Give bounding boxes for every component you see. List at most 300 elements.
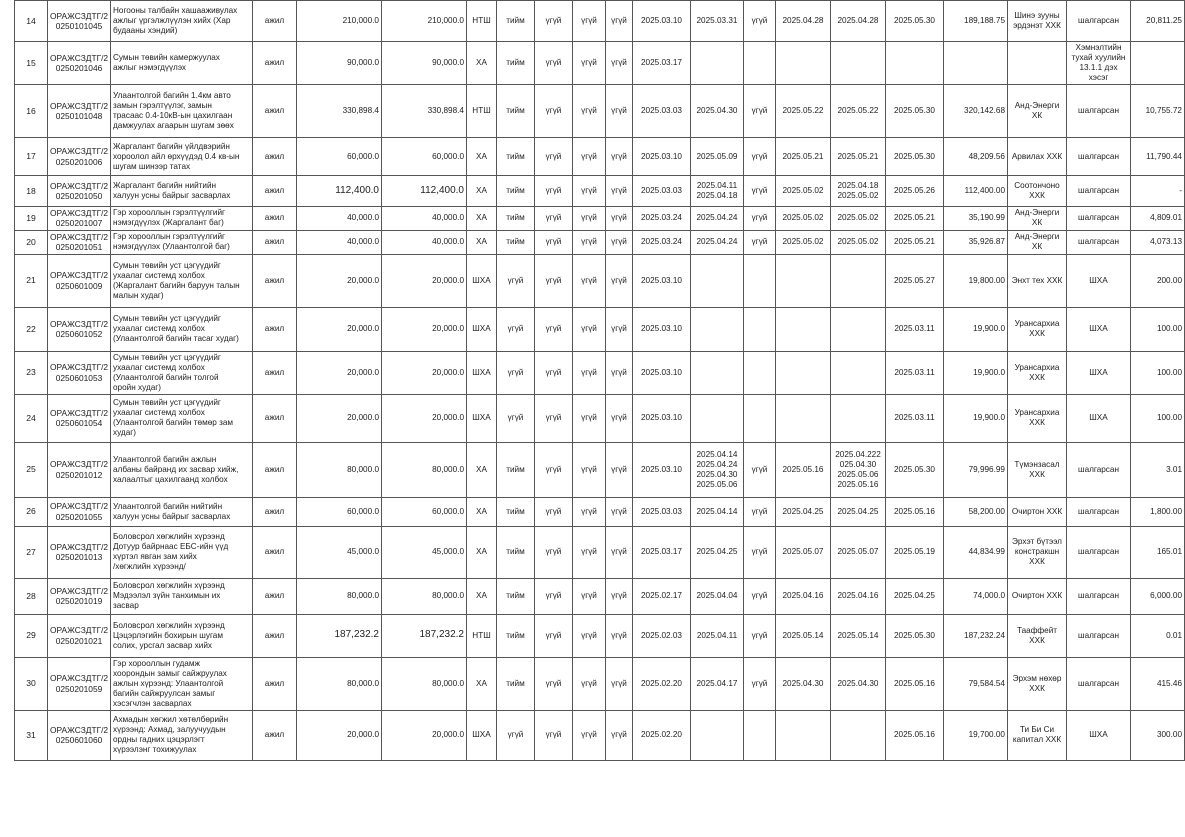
procurement-code: ОРАЖСЗДТГ/2 0250601009: [48, 254, 111, 307]
work-type: ажил: [253, 657, 297, 710]
planned-amount: 20,000.0: [382, 351, 467, 394]
opening-date: 2025.04.04: [691, 578, 744, 614]
announce-date: 2025.03.10: [633, 351, 691, 394]
supplier-name: Ти Би Си капитал ХХК: [1008, 710, 1067, 760]
table-row: [15, 254, 1185, 307]
notice-date: 2025.05.02: [831, 230, 886, 254]
savings-amount: -: [1131, 176, 1185, 207]
procurement-code: ОРАЖСЗДТГ/2 0250201007: [48, 207, 111, 231]
flag-d: үгүй: [606, 207, 633, 231]
opening-date: 2025.04.24: [691, 207, 744, 231]
work-name: Сумын төвийн уст цэгүүдийг ухаалаг системд холбох (Улаантолгой багийн төмөр зам худаг): [111, 394, 253, 442]
flag-d: үгүй: [606, 657, 633, 710]
flag-a: тийм: [497, 578, 535, 614]
supplier-name: Анд-Энерги ХК: [1008, 85, 1067, 138]
contract-date: 2025.05.27: [886, 254, 944, 307]
flag-a: тийм: [497, 657, 535, 710]
table-row: [15, 1, 1185, 42]
row-number: 31: [15, 710, 48, 760]
contract-date: 2025.03.11: [886, 351, 944, 394]
flag-a: үгүй: [497, 307, 535, 351]
budget-amount: 330,898.4: [297, 85, 382, 138]
procurement-method: ШХА: [467, 710, 497, 760]
flag-d: үгүй: [606, 526, 633, 578]
contract-amount: 19,900.0: [944, 307, 1008, 351]
flag-e: үгүй: [744, 207, 776, 231]
contract-date: 2025.05.30: [886, 442, 944, 497]
savings-amount: 11,790.44: [1131, 138, 1185, 176]
work-name: Улаантолгой багийн 1.4км авто замын гэрэлтүүлэг, замын трасаас 0.4-10кВ-ын цахилгаан дамжуулах агаарын шугам зөөх: [111, 85, 253, 138]
flag-b: үгүй: [535, 710, 573, 760]
procurement-method: ХА: [467, 442, 497, 497]
procurement-code: ОРАЖСЗДТГ/2 0250201019: [48, 578, 111, 614]
supplier-name: [1008, 42, 1067, 85]
flag-e: [744, 351, 776, 394]
table-row: [15, 230, 1185, 254]
flag-b: үгүй: [535, 614, 573, 657]
work-name: Улаантолгой багийн ажлын албаны байранд их засвар хийж, халаалтыг цахилгаанд холбох: [111, 442, 253, 497]
work-name: Боловсрол хөгжлийн хүрээнд Дотуур байрнаас ЕБС-ийн үүд хүртэл явган зам хийх /хөгжлийн хүрээнд/: [111, 526, 253, 578]
work-type: ажил: [253, 207, 297, 231]
flag-a: тийм: [497, 85, 535, 138]
work-type: ажил: [253, 351, 297, 394]
table-row: [15, 307, 1185, 351]
announce-date: 2025.02.20: [633, 710, 691, 760]
procurement-method: НТШ: [467, 614, 497, 657]
procurement-method: ХА: [467, 497, 497, 526]
flag-e: [744, 710, 776, 760]
flag-a: тийм: [497, 207, 535, 231]
flag-d: үгүй: [606, 710, 633, 760]
announce-date: 2025.02.20: [633, 657, 691, 710]
work-type: ажил: [253, 85, 297, 138]
selection-status: шалгарсан: [1067, 207, 1131, 231]
procurement-code: ОРАЖСЗДТГ/2 0250201021: [48, 614, 111, 657]
procurement-code: ОРАЖСЗДТГ/2 0250601060: [48, 710, 111, 760]
flag-b: үгүй: [535, 351, 573, 394]
announce-date: 2025.03.24: [633, 230, 691, 254]
notice-date: 2025.05.02: [831, 207, 886, 231]
flag-d: үгүй: [606, 307, 633, 351]
contract-amount: 79,996.99: [944, 442, 1008, 497]
flag-b: үгүй: [535, 578, 573, 614]
table-row: [15, 497, 1185, 526]
announce-date: 2025.03.10: [633, 442, 691, 497]
flag-a: тийм: [497, 497, 535, 526]
row-number: 19: [15, 207, 48, 231]
flag-e: [744, 307, 776, 351]
selection-status: шалгарсан: [1067, 657, 1131, 710]
procurement-method: ШХА: [467, 254, 497, 307]
procurement-code: ОРАЖСЗДТГ/2 0250101048: [48, 85, 111, 138]
notice-date: 2025.04.25: [831, 497, 886, 526]
flag-e: үгүй: [744, 85, 776, 138]
flag-a: үгүй: [497, 394, 535, 442]
opening-date: [691, 394, 744, 442]
budget-amount: 40,000.0: [297, 207, 382, 231]
evaluation-date: 2025.04.28: [776, 1, 831, 42]
opening-date: 2025.05.09: [691, 138, 744, 176]
planned-amount: 80,000.0: [382, 657, 467, 710]
notice-date: [831, 254, 886, 307]
planned-amount: 60,000.0: [382, 497, 467, 526]
selection-status: шалгарсан: [1067, 85, 1131, 138]
savings-amount: 100.00: [1131, 307, 1185, 351]
flag-d: үгүй: [606, 351, 633, 394]
flag-e: үгүй: [744, 1, 776, 42]
notice-date: 2025.05.07: [831, 526, 886, 578]
flag-b: үгүй: [535, 497, 573, 526]
work-name: Жаргалант багийн үйлдвэрийн хороолол айл өрхүүдэд 0.4 кв-ын шугам шинээр татах: [111, 138, 253, 176]
flag-c: үгүй: [573, 42, 606, 85]
procurement-method: ХА: [467, 230, 497, 254]
flag-a: тийм: [497, 42, 535, 85]
flag-d: үгүй: [606, 176, 633, 207]
planned-amount: 40,000.0: [382, 230, 467, 254]
procurement-method: ШХА: [467, 394, 497, 442]
row-number: 30: [15, 657, 48, 710]
flag-d: үгүй: [606, 254, 633, 307]
supplier-name: Эрхэт бүтээл констракшн ХХК: [1008, 526, 1067, 578]
supplier-name: Очиртон ХХК: [1008, 578, 1067, 614]
contract-amount: 19,900.0: [944, 351, 1008, 394]
selection-status: шалгарсан: [1067, 176, 1131, 207]
contract-date: 2025.03.11: [886, 394, 944, 442]
announce-date: 2025.03.17: [633, 526, 691, 578]
planned-amount: 20,000.0: [382, 394, 467, 442]
row-number: 27: [15, 526, 48, 578]
row-number: 20: [15, 230, 48, 254]
selection-status: шалгарсан: [1067, 442, 1131, 497]
flag-c: үгүй: [573, 578, 606, 614]
flag-b: үгүй: [535, 176, 573, 207]
row-number: 28: [15, 578, 48, 614]
supplier-name: Соотончоно ХХК: [1008, 176, 1067, 207]
table-row: [15, 657, 1185, 710]
contract-date: 2025.05.19: [886, 526, 944, 578]
supplier-name: Урансархиа ХХК: [1008, 307, 1067, 351]
flag-c: үгүй: [573, 138, 606, 176]
opening-date: [691, 710, 744, 760]
procurement-table-sheet: [14, 0, 1182, 761]
contract-date: 2025.05.16: [886, 657, 944, 710]
flag-e: [744, 394, 776, 442]
budget-amount: 20,000.0: [297, 307, 382, 351]
evaluation-date: [776, 42, 831, 85]
flag-c: үгүй: [573, 657, 606, 710]
savings-amount: [1131, 42, 1185, 85]
savings-amount: 1,800.00: [1131, 497, 1185, 526]
work-name: Сумын төвийн камержуулах ажлыг нэмэгдүүлэх: [111, 42, 253, 85]
contract-amount: 112,400.00: [944, 176, 1008, 207]
planned-amount: 20,000.0: [382, 254, 467, 307]
announce-date: 2025.03.24: [633, 207, 691, 231]
flag-d: үгүй: [606, 1, 633, 42]
flag-b: үгүй: [535, 254, 573, 307]
table-row: [15, 394, 1185, 442]
contract-amount: 19,900.0: [944, 394, 1008, 442]
work-type: ажил: [253, 138, 297, 176]
notice-date: 2025.04.222 025.04.30 2025.05.06 2025.05.16: [831, 442, 886, 497]
opening-date: 2025.04.11: [691, 614, 744, 657]
evaluation-date: 2025.05.02: [776, 176, 831, 207]
flag-c: үгүй: [573, 614, 606, 657]
notice-date: [831, 394, 886, 442]
opening-date: 2025.04.30: [691, 85, 744, 138]
savings-amount: 4,073.13: [1131, 230, 1185, 254]
planned-amount: 60,000.0: [382, 138, 467, 176]
evaluation-date: 2025.05.21: [776, 138, 831, 176]
planned-amount: 40,000.0: [382, 207, 467, 231]
flag-a: тийм: [497, 442, 535, 497]
savings-amount: 20,811.25: [1131, 1, 1185, 42]
procurement-code: ОРАЖСЗДТГ/2 0250601054: [48, 394, 111, 442]
contract-amount: 74,000.0: [944, 578, 1008, 614]
table-row: [15, 176, 1185, 207]
contract-date: 2025.05.21: [886, 230, 944, 254]
flag-a: үгүй: [497, 710, 535, 760]
supplier-name: Урансархиа ХХК: [1008, 394, 1067, 442]
flag-a: үгүй: [497, 254, 535, 307]
announce-date: 2025.03.03: [633, 176, 691, 207]
flag-e: үгүй: [744, 526, 776, 578]
selection-status: шалгарсан: [1067, 1, 1131, 42]
savings-amount: 100.00: [1131, 394, 1185, 442]
evaluation-date: 2025.05.22: [776, 85, 831, 138]
notice-date: [831, 351, 886, 394]
procurement-code: ОРАЖСЗДТГ/2 0250201006: [48, 138, 111, 176]
contract-amount: 35,190.99: [944, 207, 1008, 231]
flag-a: тийм: [497, 1, 535, 42]
contract-date: 2025.04.25: [886, 578, 944, 614]
supplier-name: Шинэ зууны эрдэнэт ХХК: [1008, 1, 1067, 42]
evaluation-date: [776, 351, 831, 394]
work-type: ажил: [253, 614, 297, 657]
work-name: Сумын төвийн уст цэгүүдийг ухаалаг системд холбох (Улаантолгой багийн толгой оройн худаг): [111, 351, 253, 394]
supplier-name: Очиртон ХХК: [1008, 497, 1067, 526]
table-row: [15, 526, 1185, 578]
announce-date: 2025.03.10: [633, 394, 691, 442]
flag-c: үгүй: [573, 176, 606, 207]
savings-amount: 165.01: [1131, 526, 1185, 578]
planned-amount: 20,000.0: [382, 307, 467, 351]
contract-amount: 189,188.75: [944, 1, 1008, 42]
planned-amount: 210,000.0: [382, 1, 467, 42]
selection-status: шалгарсан: [1067, 230, 1131, 254]
work-type: ажил: [253, 254, 297, 307]
procurement-code: ОРАЖСЗДТГ/2 0250601053: [48, 351, 111, 394]
work-name: Ногооны талбайн хашааживулах ажлыг үргэлжлүүлэн хийх (Хар будааны хэндий): [111, 1, 253, 42]
table-row: [15, 442, 1185, 497]
flag-c: үгүй: [573, 254, 606, 307]
procurement-method: ХА: [467, 526, 497, 578]
opening-date: 2025.04.14: [691, 497, 744, 526]
table-row: [15, 351, 1185, 394]
evaluation-date: 2025.05.07: [776, 526, 831, 578]
table-row: [15, 85, 1185, 138]
opening-date: 2025.04.25: [691, 526, 744, 578]
flag-e: үгүй: [744, 657, 776, 710]
work-name: Жаргалант багийн нийтийн халуун усны байрыг засварлах: [111, 176, 253, 207]
selection-status: шалгарсан: [1067, 578, 1131, 614]
work-type: ажил: [253, 497, 297, 526]
budget-amount: 90,000.0: [297, 42, 382, 85]
savings-amount: 100.00: [1131, 351, 1185, 394]
flag-c: үгүй: [573, 710, 606, 760]
selection-status: шалгарсан: [1067, 614, 1131, 657]
flag-d: үгүй: [606, 42, 633, 85]
flag-b: үгүй: [535, 442, 573, 497]
planned-amount: 80,000.0: [382, 442, 467, 497]
contract-date: 2025.05.16: [886, 710, 944, 760]
flag-b: үгүй: [535, 207, 573, 231]
work-name: Боловсрол хөгжлийн хүрээнд Цэцэрлэгийн бохирын шугам солих, урсгал засвар хийх: [111, 614, 253, 657]
notice-date: 2025.04.16: [831, 578, 886, 614]
budget-amount: 210,000.0: [297, 1, 382, 42]
supplier-name: Энхт тех ХХК: [1008, 254, 1067, 307]
flag-e: үгүй: [744, 176, 776, 207]
flag-b: үгүй: [535, 138, 573, 176]
notice-date: 2025.04.18 2025.05.02: [831, 176, 886, 207]
work-type: ажил: [253, 710, 297, 760]
row-number: 23: [15, 351, 48, 394]
budget-amount: 20,000.0: [297, 394, 382, 442]
flag-b: үгүй: [535, 394, 573, 442]
opening-date: [691, 351, 744, 394]
procurement-method: ХА: [467, 42, 497, 85]
evaluation-date: [776, 710, 831, 760]
flag-c: үгүй: [573, 442, 606, 497]
contract-amount: 19,800.00: [944, 254, 1008, 307]
flag-a: үгүй: [497, 351, 535, 394]
budget-amount: 80,000.0: [297, 657, 382, 710]
evaluation-date: [776, 394, 831, 442]
supplier-name: Тааффейт ХХК: [1008, 614, 1067, 657]
supplier-name: Түмэнзасал ХХК: [1008, 442, 1067, 497]
opening-date: [691, 42, 744, 85]
table-row: [15, 138, 1185, 176]
savings-amount: 300.00: [1131, 710, 1185, 760]
supplier-name: Урансархиа ХХК: [1008, 351, 1067, 394]
procurement-method: ХА: [467, 138, 497, 176]
procurement-method: ШХА: [467, 307, 497, 351]
procurement-code: ОРАЖСЗДТГ/2 0250101045: [48, 1, 111, 42]
evaluation-date: 2025.04.25: [776, 497, 831, 526]
row-number: 18: [15, 176, 48, 207]
row-number: 26: [15, 497, 48, 526]
flag-c: үгүй: [573, 1, 606, 42]
table-body: [15, 1, 1185, 761]
announce-date: 2025.02.17: [633, 578, 691, 614]
savings-amount: 415.46: [1131, 657, 1185, 710]
supplier-name: Арвилах ХХК: [1008, 138, 1067, 176]
flag-d: үгүй: [606, 497, 633, 526]
flag-e: үгүй: [744, 442, 776, 497]
evaluation-date: [776, 254, 831, 307]
contract-date: 2025.05.30: [886, 138, 944, 176]
work-name: Боловсрол хөгжлийн хүрээнд Мэдээлэл зүйн танхимын их засвар: [111, 578, 253, 614]
flag-c: үгүй: [573, 85, 606, 138]
procurement-method: ХА: [467, 578, 497, 614]
flag-e: [744, 42, 776, 85]
selection-status: ШХА: [1067, 307, 1131, 351]
contract-amount: 44,834.99: [944, 526, 1008, 578]
work-name: Сумын төвийн уст цэгүүдийг ухаалаг системд холбох (Улаантолгой багийн тасаг худаг): [111, 307, 253, 351]
notice-date: 2025.04.28: [831, 1, 886, 42]
notice-date: [831, 710, 886, 760]
budget-amount: 60,000.0: [297, 138, 382, 176]
planned-amount: 80,000.0: [382, 578, 467, 614]
selection-status: Хэмнэлтийн тухай хуулийн 13.1.1 дэх хэсэг: [1067, 42, 1131, 85]
procurement-code: ОРАЖСЗДТГ/2 0250201012: [48, 442, 111, 497]
work-type: ажил: [253, 1, 297, 42]
work-type: ажил: [253, 578, 297, 614]
procurement-code: ОРАЖСЗДТГ/2 0250201046: [48, 42, 111, 85]
supplier-name: Анд-Энерги ХК: [1008, 230, 1067, 254]
flag-b: үгүй: [535, 307, 573, 351]
opening-date: [691, 254, 744, 307]
work-type: ажил: [253, 307, 297, 351]
evaluation-date: [776, 307, 831, 351]
announce-date: 2025.03.10: [633, 254, 691, 307]
supplier-name: Эрхэм нөхөр ХХК: [1008, 657, 1067, 710]
evaluation-date: 2025.05.14: [776, 614, 831, 657]
contract-amount: 79,584.54: [944, 657, 1008, 710]
supplier-name: Анд-Энерги ХК: [1008, 207, 1067, 231]
evaluation-date: 2025.04.16: [776, 578, 831, 614]
flag-b: үгүй: [535, 1, 573, 42]
planned-amount: 187,232.2: [382, 614, 467, 657]
savings-amount: 0.01: [1131, 614, 1185, 657]
flag-b: үгүй: [535, 85, 573, 138]
savings-amount: 10,755.72: [1131, 85, 1185, 138]
flag-c: үгүй: [573, 207, 606, 231]
flag-c: үгүй: [573, 307, 606, 351]
notice-date: [831, 42, 886, 85]
flag-c: үгүй: [573, 497, 606, 526]
flag-b: үгүй: [535, 657, 573, 710]
procurement-method: ХА: [467, 176, 497, 207]
row-number: 14: [15, 1, 48, 42]
flag-e: үгүй: [744, 614, 776, 657]
selection-status: ШХА: [1067, 710, 1131, 760]
contract-amount: 320,142.68: [944, 85, 1008, 138]
procurement-code: ОРАЖСЗДТГ/2 0250201013: [48, 526, 111, 578]
flag-e: [744, 254, 776, 307]
contract-amount: 187,232.24: [944, 614, 1008, 657]
notice-date: [831, 307, 886, 351]
table-row: [15, 710, 1185, 760]
evaluation-date: 2025.05.02: [776, 207, 831, 231]
contract-date: 2025.03.11: [886, 307, 944, 351]
announce-date: 2025.03.03: [633, 85, 691, 138]
planned-amount: 330,898.4: [382, 85, 467, 138]
procurement-code: ОРАЖСЗДТГ/2 0250201055: [48, 497, 111, 526]
work-type: ажил: [253, 42, 297, 85]
opening-date: 2025.03.31: [691, 1, 744, 42]
row-number: 17: [15, 138, 48, 176]
row-number: 15: [15, 42, 48, 85]
row-number: 29: [15, 614, 48, 657]
announce-date: 2025.03.10: [633, 307, 691, 351]
flag-d: үгүй: [606, 85, 633, 138]
work-name: Сумын төвийн уст цэгүүдийг ухаалаг системд холбох (Жаргалант багийн баруун талын малын худаг): [111, 254, 253, 307]
flag-c: үгүй: [573, 394, 606, 442]
contract-date: 2025.05.16: [886, 497, 944, 526]
opening-date: 2025.04.17: [691, 657, 744, 710]
flag-a: тийм: [497, 230, 535, 254]
work-name: Улаантолгой багийн нийтийн халуун усны байрыг засварлах: [111, 497, 253, 526]
